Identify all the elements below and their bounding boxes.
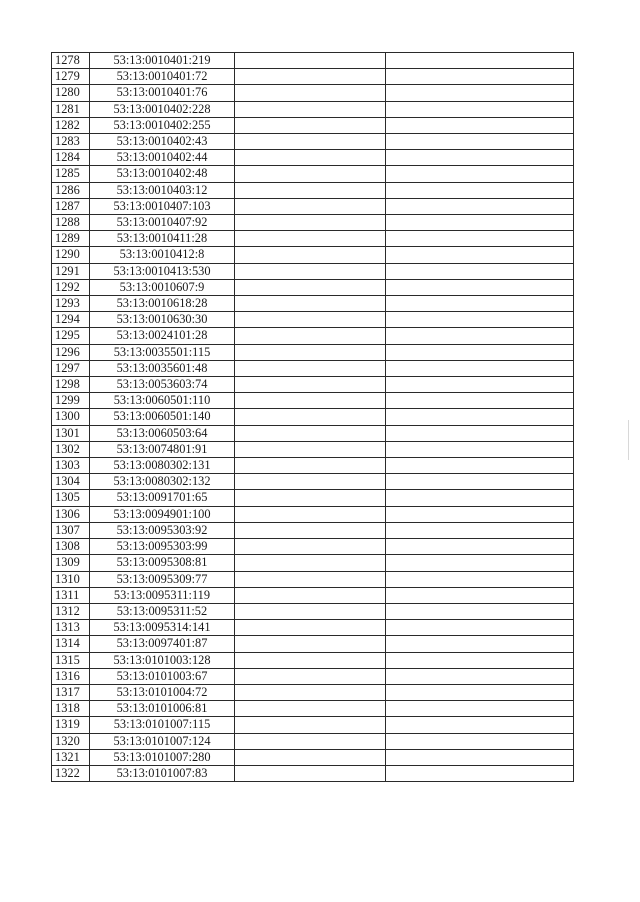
empty-cell-col4 [386, 117, 574, 133]
empty-cell-col4 [386, 393, 574, 409]
row-number-cell: 1281 [52, 101, 90, 117]
empty-cell-col4 [386, 85, 574, 101]
empty-cell-col4 [386, 733, 574, 749]
empty-cell-col3 [235, 636, 386, 652]
empty-cell-col4 [386, 409, 574, 425]
row-number-cell: 1309 [52, 555, 90, 571]
row-number-cell: 1300 [52, 409, 90, 425]
empty-cell-col4 [386, 198, 574, 214]
table-row [52, 360, 574, 376]
row-number-cell: 1304 [52, 474, 90, 490]
empty-cell-col3 [235, 522, 386, 538]
row-number-cell: 1293 [52, 296, 90, 312]
empty-cell-col3 [235, 506, 386, 522]
row-number-cell: 1297 [52, 360, 90, 376]
row-number-cell: 1313 [52, 620, 90, 636]
cadastral-number-cell: 53:13:0097401:87 [90, 636, 235, 652]
cadastral-number-cell: 53:13:0094901:100 [90, 506, 235, 522]
table-row [52, 701, 574, 717]
cadastral-number-cell: 53:13:0080302:132 [90, 474, 235, 490]
row-number-cell: 1302 [52, 441, 90, 457]
cadastral-number-cell: 53:13:0074801:91 [90, 441, 235, 457]
row-number-cell: 1282 [52, 117, 90, 133]
empty-cell-col3 [235, 474, 386, 490]
row-number-cell: 1286 [52, 182, 90, 198]
cadastral-number-cell: 53:13:0095303:92 [90, 522, 235, 538]
row-number-cell: 1320 [52, 733, 90, 749]
empty-cell-col3 [235, 539, 386, 555]
row-number-cell: 1317 [52, 684, 90, 700]
scan-edge-mark [628, 420, 629, 460]
row-number-cell: 1310 [52, 571, 90, 587]
empty-cell-col3 [235, 425, 386, 441]
empty-cell-col4 [386, 150, 574, 166]
table-row [52, 506, 574, 522]
cadastral-number-cell: 53:13:0101007:83 [90, 765, 235, 781]
row-number-cell: 1306 [52, 506, 90, 522]
cadastral-number-cell: 53:13:0095314:141 [90, 620, 235, 636]
row-number-cell: 1283 [52, 134, 90, 150]
row-number-cell: 1299 [52, 393, 90, 409]
cadastral-number-cell: 53:13:0080302:131 [90, 458, 235, 474]
cadastral-number-cell: 53:13:0060501:110 [90, 393, 235, 409]
row-number-cell: 1314 [52, 636, 90, 652]
empty-cell-col3 [235, 765, 386, 781]
cadastral-number-cell: 53:13:0101006:81 [90, 701, 235, 717]
cadastral-number-cell: 53:13:0024101:28 [90, 328, 235, 344]
table-row [52, 377, 574, 393]
table-row [52, 312, 574, 328]
row-number-cell: 1284 [52, 150, 90, 166]
cadastral-number-cell: 53:13:0010401:219 [90, 53, 235, 69]
cadastral-number-cell: 53:13:0010411:28 [90, 231, 235, 247]
cadastral-number-cell: 53:13:0091701:65 [90, 490, 235, 506]
row-number-cell: 1315 [52, 652, 90, 668]
empty-cell-col3 [235, 409, 386, 425]
cadastral-number-cell: 53:13:0010407:92 [90, 215, 235, 231]
row-number-cell: 1301 [52, 425, 90, 441]
row-number-cell: 1308 [52, 539, 90, 555]
row-number-cell: 1288 [52, 215, 90, 231]
cadastral-number-cell: 53:13:0010402:48 [90, 166, 235, 182]
empty-cell-col3 [235, 117, 386, 133]
empty-cell-col3 [235, 150, 386, 166]
empty-cell-col4 [386, 441, 574, 457]
cadastral-number-cell: 53:13:0035601:48 [90, 360, 235, 376]
empty-cell-col4 [386, 360, 574, 376]
empty-cell-col3 [235, 263, 386, 279]
empty-cell-col3 [235, 134, 386, 150]
empty-cell-col4 [386, 717, 574, 733]
cadastral-number-cell: 53:13:0010402:43 [90, 134, 235, 150]
empty-cell-col4 [386, 182, 574, 198]
empty-cell-col4 [386, 247, 574, 263]
empty-cell-col3 [235, 53, 386, 69]
row-number-cell: 1305 [52, 490, 90, 506]
empty-cell-col4 [386, 668, 574, 684]
empty-cell-col3 [235, 668, 386, 684]
cadastral-number-cell: 53:13:0060503:64 [90, 425, 235, 441]
table-row [52, 166, 574, 182]
row-number-cell: 1307 [52, 522, 90, 538]
cadastral-number-cell: 53:13:0010607:9 [90, 279, 235, 295]
empty-cell-col3 [235, 555, 386, 571]
empty-cell-col4 [386, 701, 574, 717]
empty-cell-col4 [386, 652, 574, 668]
table-row [52, 85, 574, 101]
empty-cell-col4 [386, 539, 574, 555]
empty-cell-col3 [235, 328, 386, 344]
table-body [52, 53, 574, 782]
row-number-cell: 1318 [52, 701, 90, 717]
table-row [52, 134, 574, 150]
cadastral-number-cell: 53:13:0035501:115 [90, 344, 235, 360]
empty-cell-col4 [386, 134, 574, 150]
empty-cell-col4 [386, 377, 574, 393]
empty-cell-col3 [235, 490, 386, 506]
table-row [52, 263, 574, 279]
cadastral-number-cell: 53:13:0010407:103 [90, 198, 235, 214]
empty-cell-col3 [235, 684, 386, 700]
empty-cell-col3 [235, 215, 386, 231]
table-row [52, 101, 574, 117]
empty-cell-col3 [235, 393, 386, 409]
row-number-cell: 1292 [52, 279, 90, 295]
row-number-cell: 1289 [52, 231, 90, 247]
row-number-cell: 1296 [52, 344, 90, 360]
empty-cell-col4 [386, 458, 574, 474]
row-number-cell: 1287 [52, 198, 90, 214]
cadastral-number-cell: 53:13:0010412:8 [90, 247, 235, 263]
table-row [52, 555, 574, 571]
cadastral-number-cell: 53:13:0010402:44 [90, 150, 235, 166]
empty-cell-col4 [386, 522, 574, 538]
empty-cell-col4 [386, 749, 574, 765]
empty-cell-col4 [386, 620, 574, 636]
table-row [52, 684, 574, 700]
empty-cell-col4 [386, 279, 574, 295]
cadastral-number-cell: 53:13:0010401:76 [90, 85, 235, 101]
table-row [52, 117, 574, 133]
empty-cell-col4 [386, 263, 574, 279]
empty-cell-col4 [386, 69, 574, 85]
cadastral-number-cell: 53:13:0010618:28 [90, 296, 235, 312]
empty-cell-col3 [235, 69, 386, 85]
empty-cell-col3 [235, 247, 386, 263]
table-row [52, 247, 574, 263]
cadastral-number-cell: 53:13:0095303:99 [90, 539, 235, 555]
row-number-cell: 1279 [52, 69, 90, 85]
row-number-cell: 1294 [52, 312, 90, 328]
empty-cell-col3 [235, 231, 386, 247]
empty-cell-col3 [235, 198, 386, 214]
empty-cell-col4 [386, 296, 574, 312]
empty-cell-col4 [386, 684, 574, 700]
empty-cell-col4 [386, 101, 574, 117]
table-row [52, 279, 574, 295]
empty-cell-col4 [386, 765, 574, 781]
table-row [52, 296, 574, 312]
table-row [52, 668, 574, 684]
empty-cell-col3 [235, 296, 386, 312]
table-row [52, 198, 574, 214]
empty-cell-col3 [235, 279, 386, 295]
empty-cell-col3 [235, 620, 386, 636]
table-row [52, 571, 574, 587]
row-number-cell: 1291 [52, 263, 90, 279]
empty-cell-col4 [386, 603, 574, 619]
row-number-cell: 1312 [52, 603, 90, 619]
empty-cell-col3 [235, 182, 386, 198]
empty-cell-col3 [235, 312, 386, 328]
empty-cell-col3 [235, 360, 386, 376]
table-row [52, 636, 574, 652]
empty-cell-col4 [386, 231, 574, 247]
table-row [52, 603, 574, 619]
empty-cell-col3 [235, 101, 386, 117]
table-row [52, 182, 574, 198]
cadastral-number-cell: 53:13:0010403:12 [90, 182, 235, 198]
empty-cell-col4 [386, 166, 574, 182]
table-row [52, 441, 574, 457]
empty-cell-col3 [235, 344, 386, 360]
table-row [52, 717, 574, 733]
row-number-cell: 1280 [52, 85, 90, 101]
empty-cell-col3 [235, 717, 386, 733]
empty-cell-col4 [386, 312, 574, 328]
row-number-cell: 1311 [52, 587, 90, 603]
table-row [52, 231, 574, 247]
cadastral-number-cell: 53:13:0010630:30 [90, 312, 235, 328]
cadastral-number-cell: 53:13:0095311:119 [90, 587, 235, 603]
empty-cell-col4 [386, 571, 574, 587]
cadastral-number-cell: 53:13:0101007:124 [90, 733, 235, 749]
empty-cell-col4 [386, 344, 574, 360]
row-number-cell: 1303 [52, 458, 90, 474]
cadastral-number-cell: 53:13:0101007:280 [90, 749, 235, 765]
table-row [52, 620, 574, 636]
row-number-cell: 1285 [52, 166, 90, 182]
table-row [52, 474, 574, 490]
cadastral-number-cell: 53:13:0010413:530 [90, 263, 235, 279]
cadastral-number-cell: 53:13:0095311:52 [90, 603, 235, 619]
empty-cell-col4 [386, 215, 574, 231]
cadastral-number-cell: 53:13:0010401:72 [90, 69, 235, 85]
table-row [52, 409, 574, 425]
table-row [52, 539, 574, 555]
table-row [52, 53, 574, 69]
empty-cell-col3 [235, 652, 386, 668]
table-row [52, 458, 574, 474]
empty-cell-col4 [386, 506, 574, 522]
row-number-cell: 1321 [52, 749, 90, 765]
row-number-cell: 1316 [52, 668, 90, 684]
table-row [52, 328, 574, 344]
empty-cell-col4 [386, 587, 574, 603]
cadastral-number-cell: 53:13:0101007:115 [90, 717, 235, 733]
empty-cell-col3 [235, 733, 386, 749]
empty-cell-col3 [235, 85, 386, 101]
row-number-cell: 1295 [52, 328, 90, 344]
empty-cell-col3 [235, 458, 386, 474]
empty-cell-col4 [386, 636, 574, 652]
table-row [52, 69, 574, 85]
row-number-cell: 1290 [52, 247, 90, 263]
table-row [52, 765, 574, 781]
table-row [52, 425, 574, 441]
row-number-cell: 1298 [52, 377, 90, 393]
empty-cell-col4 [386, 474, 574, 490]
empty-cell-col4 [386, 425, 574, 441]
empty-cell-col4 [386, 555, 574, 571]
table-row [52, 749, 574, 765]
cadastral-number-cell: 53:13:0095309:77 [90, 571, 235, 587]
empty-cell-col3 [235, 377, 386, 393]
table-row [52, 150, 574, 166]
cadastral-number-cell: 53:13:0060501:140 [90, 409, 235, 425]
table-row [52, 344, 574, 360]
cadastral-number-cell: 53:13:0053603:74 [90, 377, 235, 393]
table-row [52, 522, 574, 538]
table-row [52, 215, 574, 231]
table-row [52, 393, 574, 409]
empty-cell-col4 [386, 53, 574, 69]
cadastral-number-cell: 53:13:0010402:228 [90, 101, 235, 117]
empty-cell-col3 [235, 571, 386, 587]
empty-cell-col4 [386, 490, 574, 506]
empty-cell-col4 [386, 328, 574, 344]
cadastral-table [51, 52, 574, 782]
table-row [52, 587, 574, 603]
row-number-cell: 1322 [52, 765, 90, 781]
cadastral-number-cell: 53:13:0095308:81 [90, 555, 235, 571]
empty-cell-col3 [235, 603, 386, 619]
row-number-cell: 1278 [52, 53, 90, 69]
cadastral-number-cell: 53:13:0101003:67 [90, 668, 235, 684]
empty-cell-col3 [235, 749, 386, 765]
empty-cell-col3 [235, 166, 386, 182]
empty-cell-col3 [235, 441, 386, 457]
table-row [52, 652, 574, 668]
empty-cell-col3 [235, 701, 386, 717]
cadastral-number-cell: 53:13:0010402:255 [90, 117, 235, 133]
cadastral-number-cell: 53:13:0101004:72 [90, 684, 235, 700]
row-number-cell: 1319 [52, 717, 90, 733]
table-row [52, 490, 574, 506]
table-row [52, 733, 574, 749]
empty-cell-col3 [235, 587, 386, 603]
cadastral-number-cell: 53:13:0101003:128 [90, 652, 235, 668]
